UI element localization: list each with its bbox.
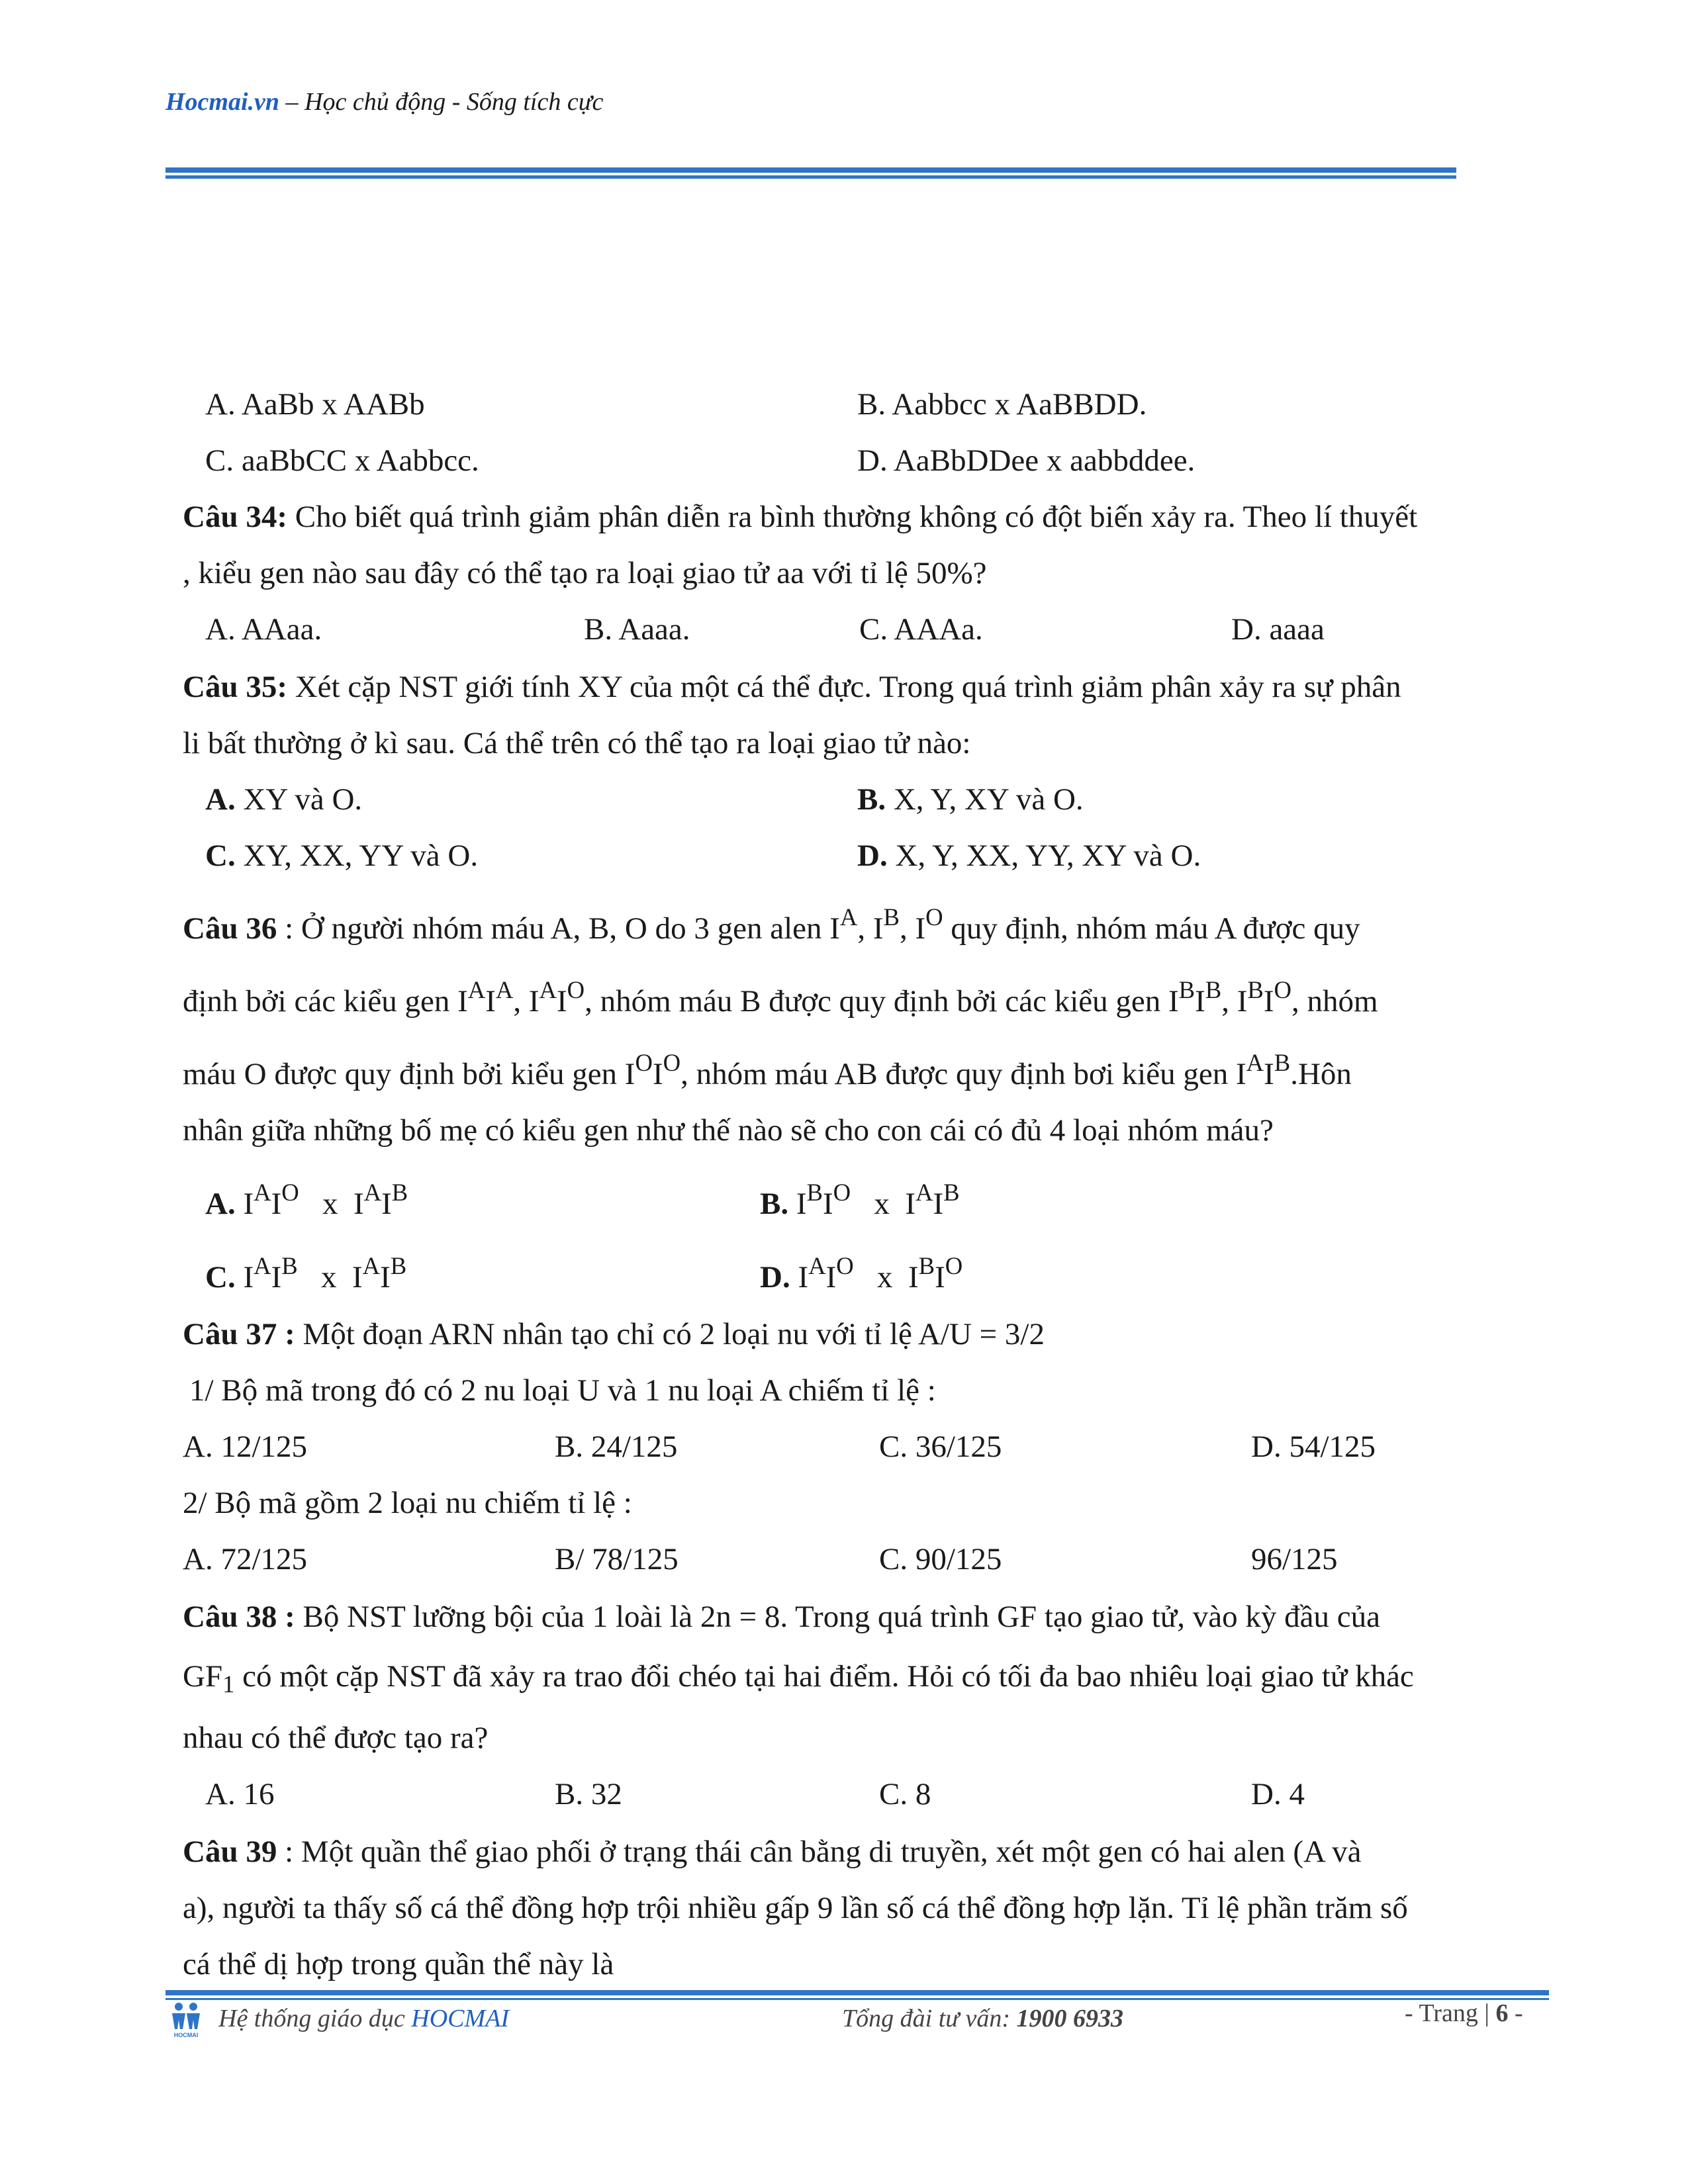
footer-brand: HOCMAI xyxy=(411,2005,510,2032)
q35-option-d: D. X, Y, XX, YY, XY và O. xyxy=(857,839,1201,873)
q38-line-2: $GF_1$ có một cặp NST đã xảy ra trao đổi chéo tại hai điểm. Hỏi có tối đa bao nhiêu loại giao tử khác xyxy=(183,1659,1414,1698)
q37-label: Câu 37 : xyxy=(183,1317,295,1351)
q33-option-a: A. AaBb x AABb xyxy=(205,387,425,422)
q38-option-d: D. 4 xyxy=(1251,1777,1305,1811)
q36-label: Câu 36 xyxy=(183,911,277,946)
header-rule-thick xyxy=(165,167,1456,173)
footer-hotline: Tổng đài tư vấn: 1900 6933 xyxy=(842,2005,1123,2032)
q35-option-b: B. X, Y, XY và O. xyxy=(857,782,1084,817)
q37-1-option-d: D. 54/125 xyxy=(1251,1430,1376,1464)
q34-line-2: , kiểu gen nào sau đây có thể tạo ra loại giao tử aa với tỉ lệ 50%? xyxy=(183,556,987,590)
svg-text:HOCMAI: HOCMAI xyxy=(173,2032,199,2038)
q38-label: Câu 38 : xyxy=(183,1600,295,1634)
q38-option-a: A. 16 xyxy=(205,1777,275,1811)
q34-label: Câu 34: xyxy=(183,500,287,534)
q36-option-c: C. $I^AI^B$ x $I^AI^B$ xyxy=(205,1251,407,1295)
q37-2-option-d: 96/125 xyxy=(1251,1542,1338,1576)
footer-hotline-number: 1900 6933 xyxy=(1016,2005,1123,2032)
q38-option-c: C. 8 xyxy=(879,1777,931,1811)
header-rule-thin xyxy=(165,175,1456,179)
q34-line-1: Câu 34: Cho biết quá trình giảm phân diễn ra bình thường không có đột biến xảy ra. Theo lí thuyết xyxy=(183,500,1418,534)
q35-option-c: C. XY, XX, YY và O. xyxy=(205,839,479,873)
q36-line-2: định bởi các kiểu gen $I^AI^A$, $I^AI^O$, nhóm máu B được quy định bởi các kiểu gen $I^BI^B$, $I^BI^O$, nhóm xyxy=(183,976,1378,1019)
q39-line-2: a), người ta thấy số cá thể đồng hợp trội nhiều gấp 9 lần số cá thể đồng hợp lặn. Tỉ lệ phần trăm số xyxy=(183,1891,1408,1925)
q38-line-1: Câu 38 : Bộ NST lưỡng bội của 1 loài là 2n = 8. Trong quá trình GF tạo giao tử, vào kỳ đầu của xyxy=(183,1600,1380,1634)
q37-1-option-c: C. 36/125 xyxy=(879,1430,1002,1464)
q35-line-2: li bất thường ở kì sau. Cá thể trên có thể tạo ra loại giao tử nào: xyxy=(183,726,971,760)
q34-option-b: B. Aaaa. xyxy=(584,612,690,647)
q39-label: Câu 39 xyxy=(183,1835,277,1869)
footer-rule-thin xyxy=(165,1998,1549,2000)
page-header xyxy=(165,87,603,116)
q36-option-d: D. $I^AI^O$ x $I^BI^O$ xyxy=(760,1251,963,1295)
header-tagline: – Học chủ động - Sống tích cực xyxy=(279,88,604,116)
q37-sub-1: 1/ Bộ mã trong đó có 2 nu loại U và 1 nu loại A chiếm tỉ lệ : xyxy=(189,1373,936,1408)
footer-system: Hệ thống giáo dục HOCMAI xyxy=(218,2005,510,2032)
q37-1-option-a: A. 12/125 xyxy=(183,1430,307,1464)
footer-rule-thick xyxy=(165,1990,1549,1995)
q39-line-1: Câu 39 : Một quần thể giao phối ở trạng thái cân bằng di truyền, xét một gen có hai alen (A và xyxy=(183,1835,1362,1869)
q34-option-a: A. AAaa. xyxy=(205,612,322,647)
q33-option-d: D. AaBbDDee x aabbddee. xyxy=(857,443,1196,478)
q36-option-b: B. $I^BI^O$ x $I^AI^B$ xyxy=(760,1178,960,1221)
q35-label: Câu 35: xyxy=(183,670,287,704)
footer-page-number: - Trang | 6 - xyxy=(1405,1999,1523,2027)
hocmai-logo-icon xyxy=(165,1999,207,2040)
q36-line-1: Câu 36 : Ở người nhóm máu A, B, O do 3 gen alen $I^A$, $I^B$, $I^O$ quy định, nhóm máu A được quy xyxy=(183,903,1360,946)
q35-option-a: A. XY và O. xyxy=(205,782,363,817)
q34-option-d: D. aaaa xyxy=(1231,612,1325,647)
q37-2-option-b: B/ 78/125 xyxy=(555,1542,679,1576)
q37-2-option-c: C. 90/125 xyxy=(879,1542,1002,1576)
q34-option-c: C. AAAa. xyxy=(859,612,983,647)
q37-sub-2: 2/ Bộ mã gồm 2 loại nu chiếm tỉ lệ : xyxy=(183,1486,632,1520)
q36-line-4: nhân giữa những bố mẹ có kiểu gen như thế nào sẽ cho con cái có đủ 4 loại nhóm máu? xyxy=(183,1113,1274,1148)
q38-line-3: nhau có thể được tạo ra? xyxy=(183,1721,489,1755)
header-brand[interactable]: Hocmai.vn xyxy=(165,88,280,116)
q36-option-a: A. $I^AI^O$ x $I^AI^B$ xyxy=(205,1178,408,1221)
q33-option-b: B. Aabbcc x AaBBDD. xyxy=(857,387,1147,422)
q36-line-3: máu O được quy định bởi kiểu gen $I^OI^O$, nhóm máu AB được quy định bơi kiểu gen $I^AI^B.Hôn$ xyxy=(183,1048,1352,1091)
q37-line-1: Câu 37 : Một đoạn ARN nhân tạo chỉ có 2 loại nu với tỉ lệ A/U = 3/2 xyxy=(183,1317,1045,1351)
q33-option-c: C. aaBbCC x Aabbcc. xyxy=(205,443,479,478)
q38-option-b: B. 32 xyxy=(555,1777,622,1811)
q37-2-option-a: A. 72/125 xyxy=(183,1542,307,1576)
q37-1-option-b: B. 24/125 xyxy=(555,1430,678,1464)
q35-line-1: Câu 35: Xét cặp NST giới tính XY của một cá thể đực. Trong quá trình giảm phân xảy ra sự phân xyxy=(183,670,1401,704)
q39-line-3: cá thể dị hợp trong quần thể này là xyxy=(183,1947,614,1981)
